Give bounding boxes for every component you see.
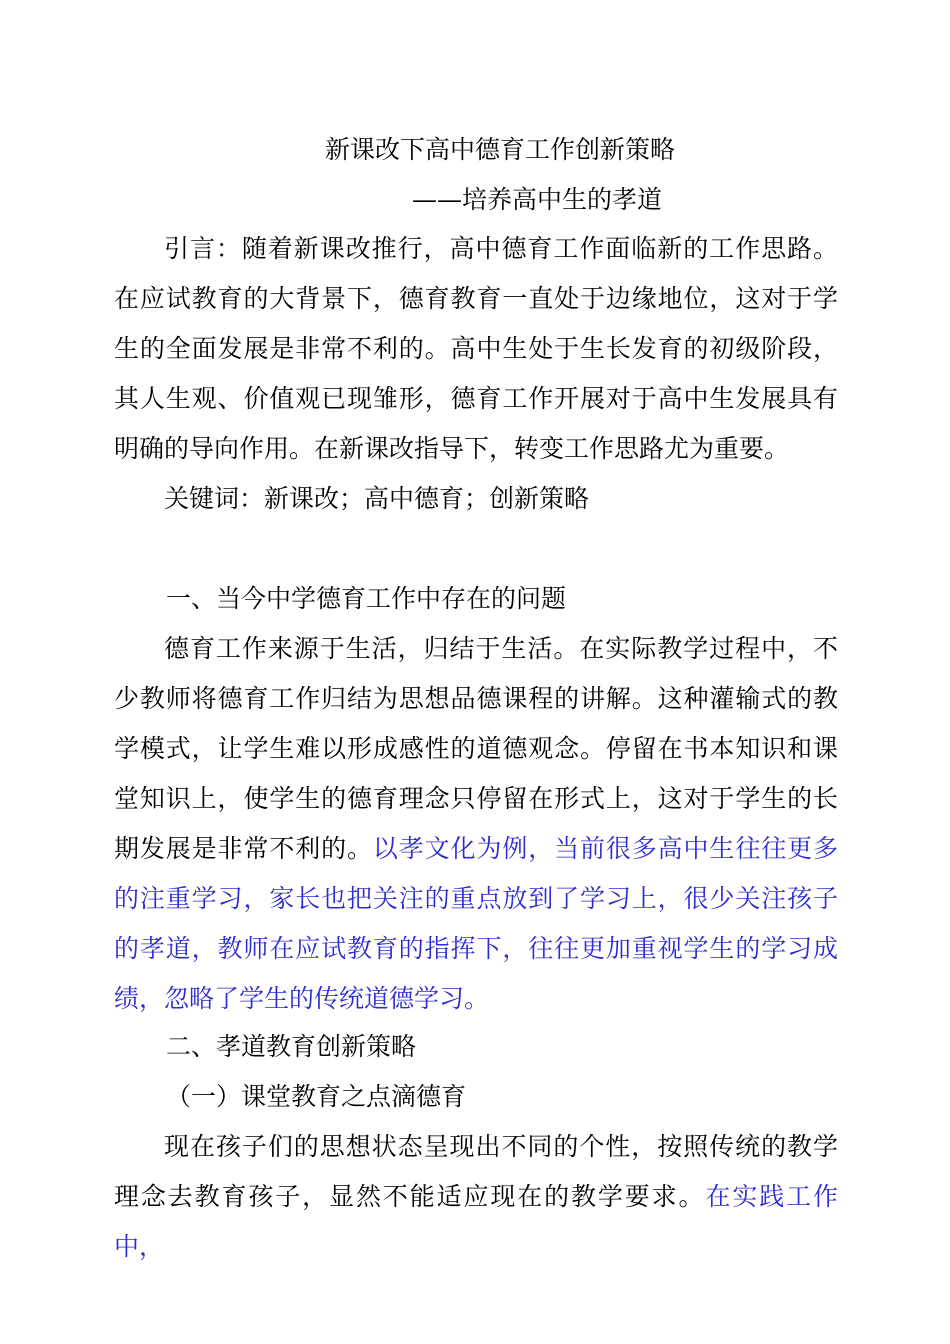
section-1-text: 德育工作来源于生活，归结于生活。在实际教学过程中，不少教师将德育工作归结为思想品德课程的讲解。这种灌输式的教学模式，让学生难以形成感性的道德观念。停留在书本知识和课堂知识上，使学生的德育理念只停留在形式上，这对于学生的长期发展是非常不利的。 (114, 634, 838, 863)
intro-paragraph: 引言：随着新课改推行，高中德育工作面临新的工作思路。在应试教育的大背景下，德育教育一直处于边缘地位，这对于学生的全面发展是非常不利的。高中生处于生长发育的初级阶段，其人生观、价值观已现雏形，德育工作开展对于高中生发展具有明确的导向作用。在新课改指导下，转变工作思路尤为重要。 (114, 234, 838, 463)
subsection-1-text: 现在孩子们的思想状态呈现出不同的个性，按照传统的教学理念去教育孩子，显然不能适应现在的教学要求。 (114, 1132, 838, 1211)
subsection-1-highlighted-text: 在实践工作中， (114, 1182, 838, 1261)
section-1-highlighted-text: 以孝文化为例，当前很多高中生往往更多的注重学习，家长也把关注的重点放到了学习上，很少关注孩子的孝道，教师在应试教育的指挥下，往往更加重视学生的学习成绩，忽略了学生的传统道德学习。 (114, 834, 838, 1013)
section-2-heading: 二、孝道教育创新策略 (166, 1032, 417, 1061)
document-title: 新课改下高中德育工作创新策略 (324, 135, 675, 164)
subsection-1-paragraph (114, 1122, 838, 1272)
keywords-line: 关键词：新课改；高中德育；创新策略 (164, 484, 590, 513)
section-1-paragraph (114, 624, 838, 1024)
document-subtitle: ——培养高中生的孝道 (412, 185, 663, 214)
subsection-1-heading: （一）课堂教育之点滴德育 (166, 1082, 467, 1111)
section-1-heading: 一、当今中学德育工作中存在的问题 (166, 584, 567, 613)
